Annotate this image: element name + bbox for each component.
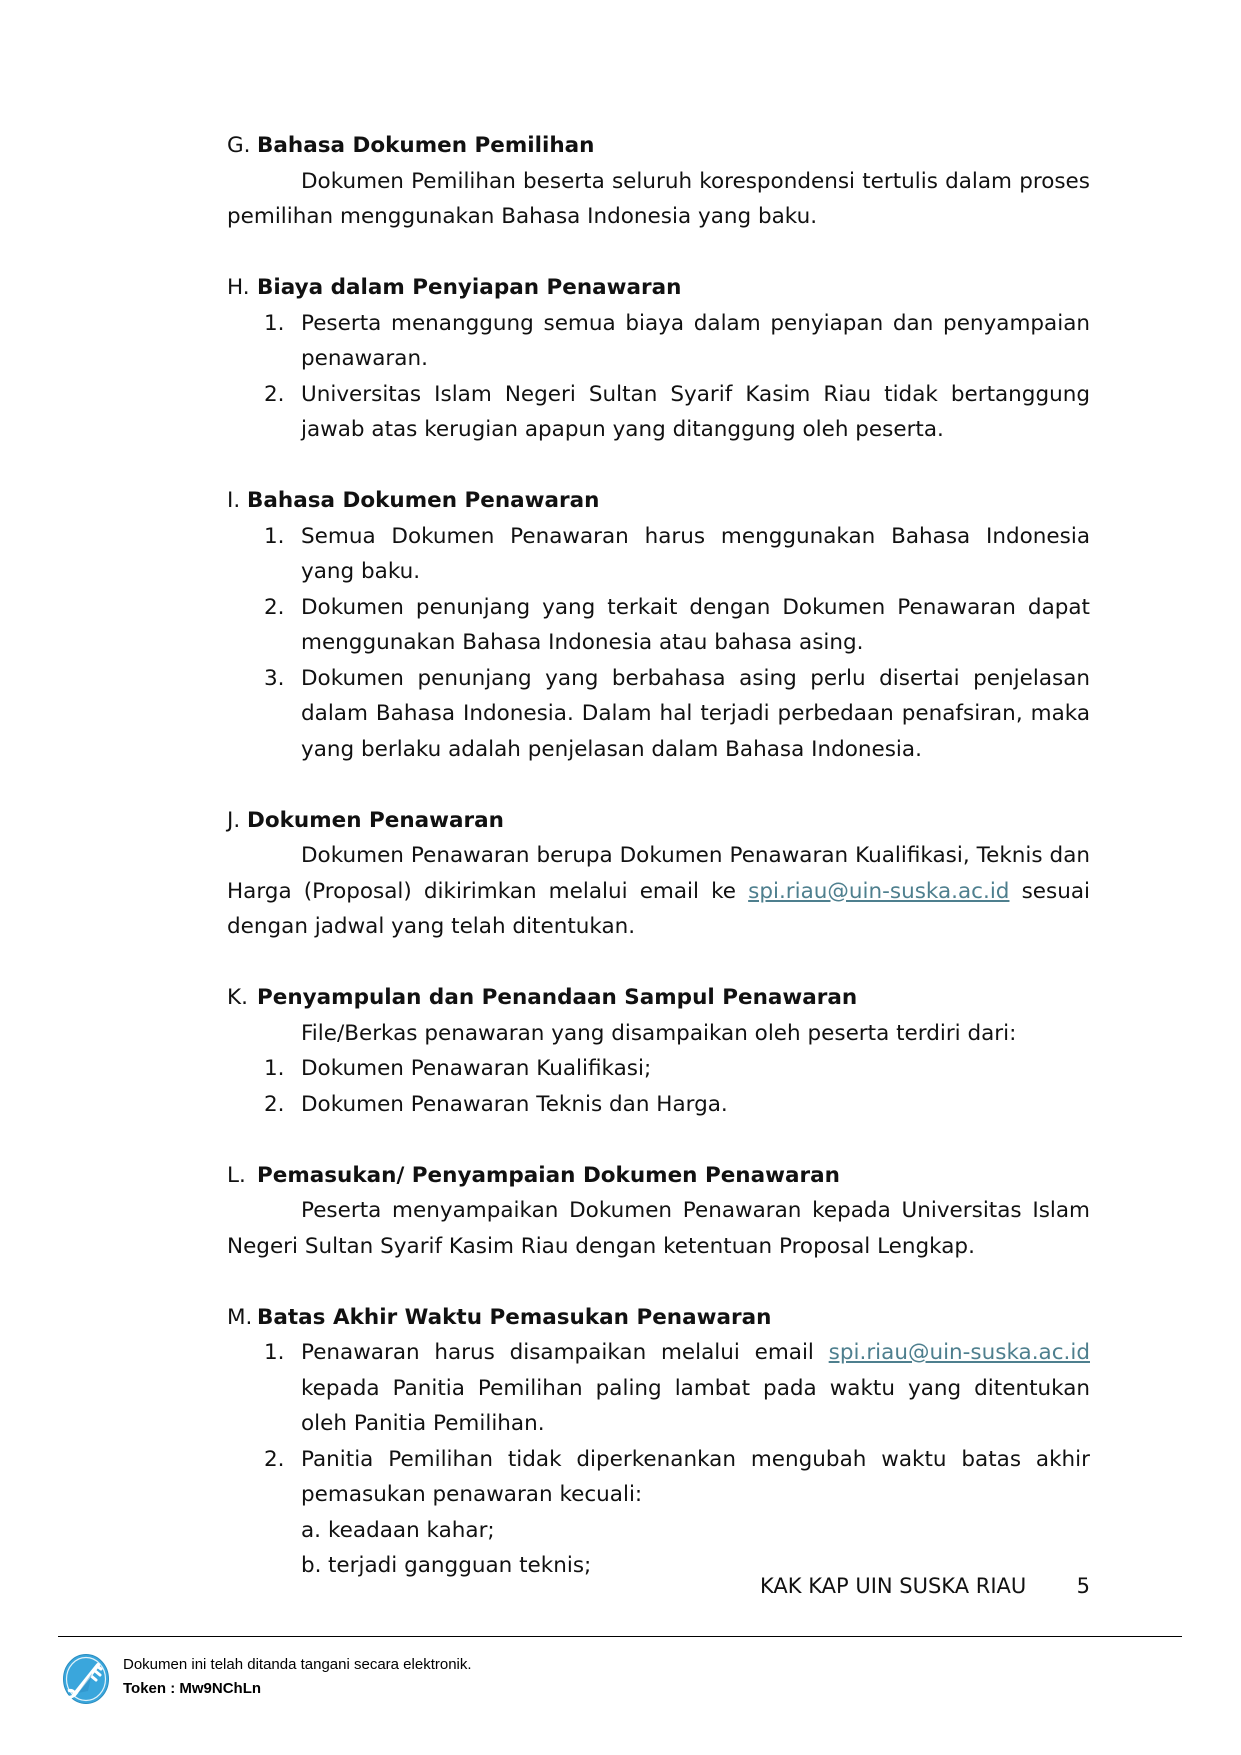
section-letter: J. <box>227 807 241 833</box>
section-title: Penyampulan dan Penandaan Sampul Penawaran <box>257 985 858 1010</box>
list-item <box>227 377 1090 448</box>
item-letter: a. <box>301 1517 322 1543</box>
item-number: 1. <box>264 1056 285 1081</box>
item-number: 1. <box>264 523 285 549</box>
section-h <box>227 270 1090 448</box>
section-k <box>227 980 1090 1122</box>
section-paragraph: Peserta menyampaikan Dokumen Penawaran kepada Universitas Islam Negeri Sultan Syarif Kasim Riau dengan ketentuan Proposal Lengkap. <box>227 1198 1090 1259</box>
section-letter: G. <box>227 133 251 158</box>
section-j <box>227 803 1090 945</box>
section-title: Bahasa Dokumen Pemilihan <box>257 133 595 158</box>
signature-token: Token : Mw9NChLn <box>123 1680 262 1697</box>
item-text <box>301 1442 1090 1584</box>
item-text: terjadi gangguan teknis; <box>328 1553 592 1578</box>
section-i <box>227 483 1090 767</box>
section-l <box>227 1158 1090 1265</box>
item-text-part: kepada Panitia Pemilihan paling lambat pada waktu yang ditentukan oleh Panitia Pemilihan. <box>301 1375 1090 1436</box>
paragraph-text: sesuai dengan jadwal yang telah ditentukan. <box>227 878 1090 939</box>
section-intro: File/Berkas penawaran yang disampaikan oleh peserta terdiri dari: <box>301 1020 1017 1046</box>
numbered-list <box>227 519 1090 768</box>
sublist-item <box>301 1513 1090 1549</box>
item-letter: b. <box>301 1553 322 1578</box>
item-text: keadaan kahar; <box>328 1517 495 1543</box>
list-item <box>227 1335 1090 1442</box>
item-text: Semua Dokumen Penawaran harus menggunakan Bahasa Indonesia yang baku. <box>301 523 1090 584</box>
section-letter: L. <box>227 1162 246 1188</box>
item-text: Universitas Islam Negeri Sultan Syarif Kasim Riau tidak bertanggung jawab atas kerugian apapun yang ditanggung oleh peserta. <box>301 381 1090 442</box>
item-text-part: Penawaran harus disampaikan melalui email <box>301 1340 814 1365</box>
document-body <box>227 128 1090 1584</box>
item-number: 2. <box>264 1091 285 1117</box>
item-number: 1. <box>264 1340 285 1365</box>
section-letter: H. <box>227 275 250 300</box>
item-text: Peserta menanggung semua biaya dalam penyiapan dan penyampaian penawaran. <box>301 310 1090 371</box>
item-number: 3. <box>264 665 285 691</box>
key-seal-icon <box>62 1653 110 1705</box>
section-heading <box>227 803 1090 839</box>
section-heading <box>227 1300 1090 1336</box>
footer-title: KAK KAP UIN SUSKA RIAU <box>760 1574 1027 1598</box>
section-heading <box>227 1158 1090 1194</box>
email-link[interactable]: spi.riau@uin-suska.ac.id <box>828 1340 1090 1365</box>
item-number: 2. <box>264 1446 285 1472</box>
section-letter: I. <box>227 488 241 513</box>
section-m <box>227 1300 1090 1584</box>
e-signature-notice <box>62 1653 472 1705</box>
paragraph-text: Dokumen Penawaran berupa Dokumen Penawaran Kualifikasi, Teknis dan Harga (Proposal) dikirimkan melalui email ke <box>227 843 1090 904</box>
signature-statement: Dokumen ini telah ditanda tangani secara elektronik. <box>123 1656 472 1673</box>
section-title: Bahasa Dokumen Penawaran <box>247 488 600 513</box>
section-heading <box>227 980 1090 1016</box>
item-text <box>301 1335 1090 1442</box>
signature-text-block <box>123 1653 472 1701</box>
section-heading <box>227 128 1090 164</box>
section-heading <box>227 270 1090 306</box>
list-item <box>227 590 1090 661</box>
running-footer <box>760 1574 1090 1598</box>
item-text: Dokumen Penawaran Teknis dan Harga. <box>301 1091 728 1117</box>
item-number: 2. <box>264 381 285 407</box>
item-text: Dokumen penunjang yang berbahasa asing perlu disertai penjelasan dalam Bahasa Indonesia. Dalam hal terjadi perbedaan penafsiran, maka yang berlaku adalah penjelasan dalam Bahasa Indonesia. <box>301 665 1090 762</box>
numbered-list <box>227 1051 1090 1122</box>
section-title: Biaya dalam Penyiapan Penawaran <box>257 275 682 300</box>
item-text-part: Panitia Pemilihan tidak diperkenankan mengubah waktu batas akhir pemasukan penawaran kecuali: <box>301 1446 1090 1507</box>
section-letter: K. <box>227 985 248 1010</box>
list-item <box>227 306 1090 377</box>
section-heading <box>227 483 1090 519</box>
lettered-sublist <box>301 1513 1090 1584</box>
item-number: 2. <box>264 594 285 620</box>
item-text: Dokumen penunjang yang terkait dengan Dokumen Penawaran dapat menggunakan Bahasa Indonesia atau bahasa asing. <box>301 594 1090 655</box>
page-number: 5 <box>1076 1574 1090 1598</box>
list-item <box>227 1087 1090 1123</box>
section-title: Dokumen Penawaran <box>247 807 504 833</box>
numbered-list <box>227 1335 1090 1584</box>
list-item <box>227 1051 1090 1087</box>
section-title: Batas Akhir Waktu Pemasukan Penawaran <box>257 1304 772 1330</box>
section-title: Pemasukan/ Penyampaian Dokumen Penawaran <box>257 1162 840 1188</box>
list-item <box>227 661 1090 768</box>
section-paragraph: Dokumen Pemilihan beserta seluruh korespondensi tertulis dalam proses pemilihan menggunakan Bahasa Indonesia yang baku. <box>227 168 1090 229</box>
list-item <box>227 1442 1090 1584</box>
item-text: Dokumen Penawaran Kualifikasi; <box>301 1056 652 1081</box>
section-paragraph <box>227 838 1090 945</box>
email-link[interactable]: spi.riau@uin-suska.ac.id <box>748 878 1010 904</box>
footer-divider <box>58 1636 1182 1637</box>
section-letter: M. <box>227 1304 253 1330</box>
numbered-list <box>227 306 1090 448</box>
section-g <box>227 128 1090 235</box>
item-number: 1. <box>264 310 285 336</box>
list-item <box>227 519 1090 590</box>
